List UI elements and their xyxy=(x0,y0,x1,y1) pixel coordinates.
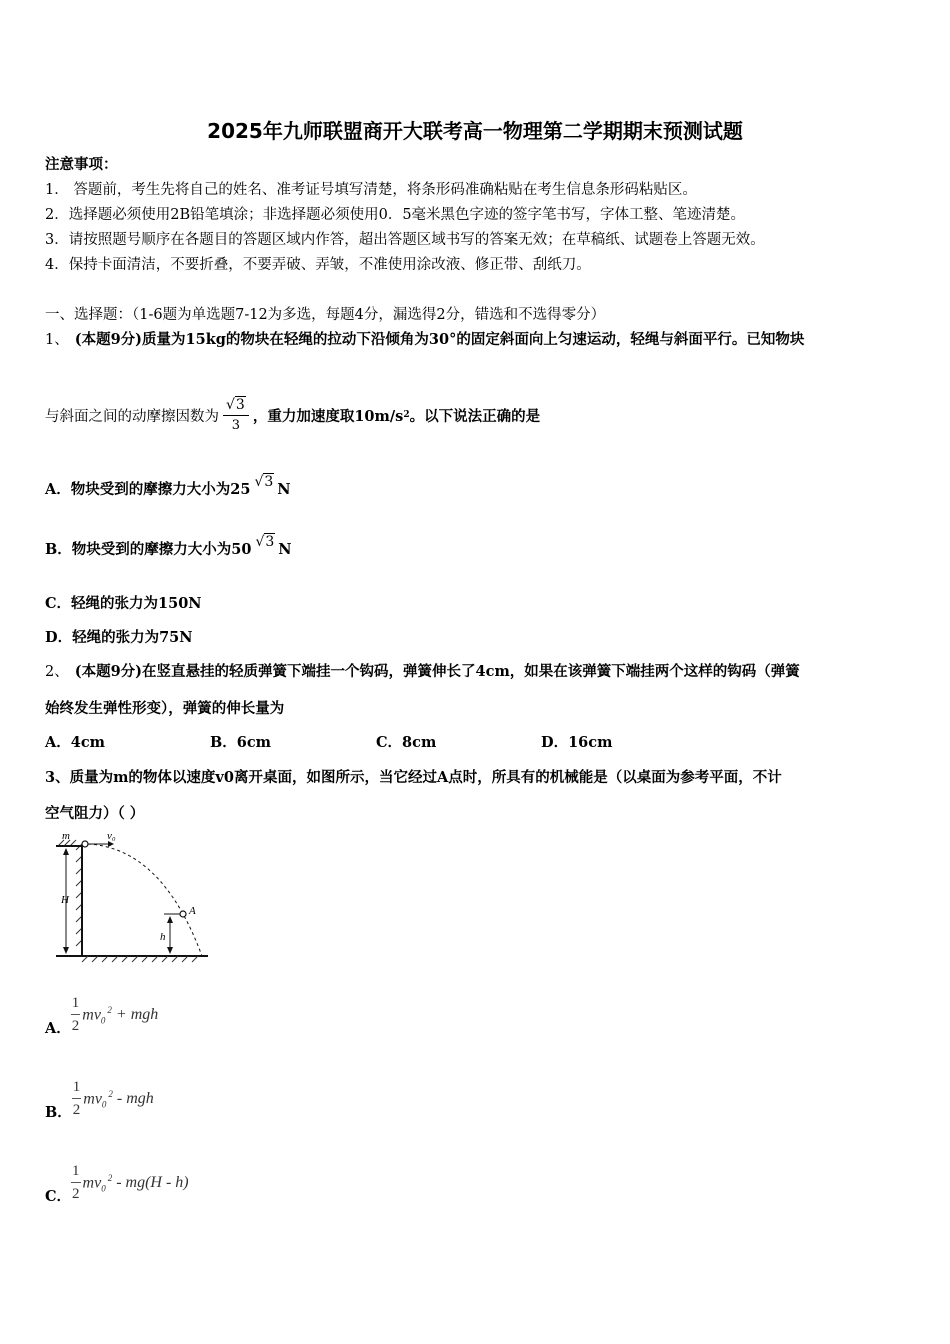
q1-stem-line2 xyxy=(45,390,540,440)
half-num: 1 xyxy=(71,1164,81,1183)
half-num: 1 xyxy=(71,996,81,1015)
q2-stem-text: 在竖直悬挂的轻质弹簧下端挂一个钩码，弹簧伸长了4cm，如果在该弹簧下端挂两个这样的钩码（弹簧 xyxy=(142,663,800,680)
q3-a-sub: 0 xyxy=(100,1015,106,1026)
page-title: 2025年九师联盟商开大联考高一物理第二学期期末预测试题 xyxy=(207,119,743,143)
q3-option-a xyxy=(45,990,158,1040)
q3-option-a-tail: + mgh xyxy=(115,1006,159,1023)
label-h: h xyxy=(160,931,166,943)
q3-option-b-tail: - mgh xyxy=(116,1090,154,1107)
q1-option-a-pre: A．物块受到的摩擦力大小为25 xyxy=(45,481,251,498)
label-A: A xyxy=(189,905,196,917)
height-H-arrowhead-top xyxy=(63,848,69,855)
q3-c-sub: 0 xyxy=(101,1183,106,1194)
half-num: 1 xyxy=(72,1080,82,1099)
q3-option-c xyxy=(45,1158,189,1208)
table-hatch xyxy=(58,840,82,946)
q1-option-b-pre: B．物块受到的摩擦力大小为50 xyxy=(45,541,252,558)
q1-stem-text: 质量为15kg的物块在轻绳的拉动下沿倾角为30°的固定斜面向上匀速运动，轻绳与斜面平行。已知物块 xyxy=(142,331,805,348)
q3-option-a-half xyxy=(71,996,81,1034)
q3-b-mv: mv xyxy=(83,1090,102,1108)
notice-item-4: 4．保持卡面清洁，不要折叠，不要弄破、弄皱，不准使用涂改液、修正带、刮纸刀。 xyxy=(45,257,591,273)
notice-item-1: 1． 答题前，考生先将自己的姓名、准考证号填写清楚，将条形码准确粘贴在考生信息条形码粘贴区。 xyxy=(45,182,697,198)
trajectory xyxy=(88,844,202,956)
q3-b-sup: 2 xyxy=(108,1088,113,1099)
q1-stem-line2-b: ，重力加速度取10m/s xyxy=(252,407,404,425)
notice-heading: 注意事项： xyxy=(45,156,118,173)
q1-score: (本题9分) xyxy=(74,331,143,348)
point-A xyxy=(180,911,186,917)
q1-option-c: C．轻绳的张力为150N xyxy=(45,595,202,612)
q1-option-d: D．轻绳的张力为75N xyxy=(45,629,193,646)
q3-c-sup: 2 xyxy=(107,1172,113,1183)
label-v0: v₀ xyxy=(107,830,116,842)
q2-option-c: C．8cm xyxy=(376,734,437,751)
q1-number: 1、 xyxy=(45,332,69,348)
height-H-arrowhead-bottom xyxy=(63,947,69,954)
q2-option-d: D．16cm xyxy=(541,734,613,751)
q2-stem-line2: 始终发生弹性形变），弹簧的伸长量为 xyxy=(45,700,285,717)
q1-option-b: B．物块受到的摩擦力大小为50 √3 N xyxy=(45,534,292,558)
q3-option-c-tail: - mg(H - h) xyxy=(116,1174,189,1191)
half-den: 2 xyxy=(72,1186,80,1202)
mu-fraction: $\frac{√3}{3}$ xyxy=(223,398,249,432)
section-heading: 一、选择题：（1-6题为单选题7-12为多选，每题4分，漏选得2分，错选和不选得零分） xyxy=(45,307,606,323)
projectile-figure xyxy=(52,828,212,968)
half-den: 2 xyxy=(72,1102,81,1118)
height-h-arrowhead-top xyxy=(167,916,173,923)
q3-a-sup: 2 xyxy=(107,1004,112,1015)
q3-option-c-half xyxy=(71,1164,81,1202)
notice-item-2: 2．选择题必须使用2B铅笔填涂；非选择题必须使用0．5毫米黑色字迹的签字笔书写，字体工整、笔迹清楚。 xyxy=(45,207,746,223)
q1-option-a-post: N xyxy=(277,481,291,498)
q2-option-a: A．4cm xyxy=(45,734,106,751)
q1-stem-line2-c: 。以下说法正确的是 xyxy=(409,407,541,425)
q1-stem-line2-sup: 2 xyxy=(403,410,410,420)
q1-option-a: A．物块受到的摩擦力大小为25 √3 N xyxy=(45,474,291,498)
label-m: m xyxy=(62,830,70,842)
q1-stem-line1 xyxy=(45,328,804,349)
label-H: H xyxy=(61,894,69,906)
q3-option-b xyxy=(45,1074,154,1124)
q2-stem-line1 xyxy=(45,660,800,681)
q3-c-mv: mv xyxy=(82,1174,102,1192)
q3-b-sub: 0 xyxy=(101,1099,107,1110)
q1-option-b-rad: 3 xyxy=(265,534,275,550)
notice-item-3: 3．请按照题号顺序在各题目的答题区域内作答，超出答题区域书写的答案无效；在草稿纸、试题卷上答题无效。 xyxy=(45,232,765,248)
mu-denominator: 3 xyxy=(231,418,241,433)
block-m xyxy=(82,841,88,847)
mu-numerator: 3 xyxy=(235,397,245,413)
q1-option-b-post: N xyxy=(278,541,292,558)
q3-option-a-label: A． xyxy=(45,1019,71,1037)
q2-number: 2、 xyxy=(45,664,69,680)
q3-option-c-label: C． xyxy=(45,1187,72,1205)
q1-option-a-rad: 3 xyxy=(264,474,274,490)
q3-stem-line1: 3、质量为m的物体以速度v0离开桌面，如图所示，当它经过A点时，所具有的机械能是（以桌面为参考平面，不计 xyxy=(45,769,782,786)
q2-option-b: B．6cm xyxy=(210,734,272,751)
q3-option-b-half xyxy=(72,1080,82,1118)
height-h-arrowhead-bottom xyxy=(167,947,173,954)
q3-option-b-label: B． xyxy=(45,1103,72,1121)
q2-score: (本题9分) xyxy=(74,663,143,680)
q3-stem-line2: 空气阻力）（ ） xyxy=(45,805,145,822)
half-den: 2 xyxy=(71,1018,80,1034)
q1-stem-line2-a: 与斜面之间的动摩擦因数为 xyxy=(45,408,219,425)
q3-a-mv: mv xyxy=(82,1006,101,1024)
